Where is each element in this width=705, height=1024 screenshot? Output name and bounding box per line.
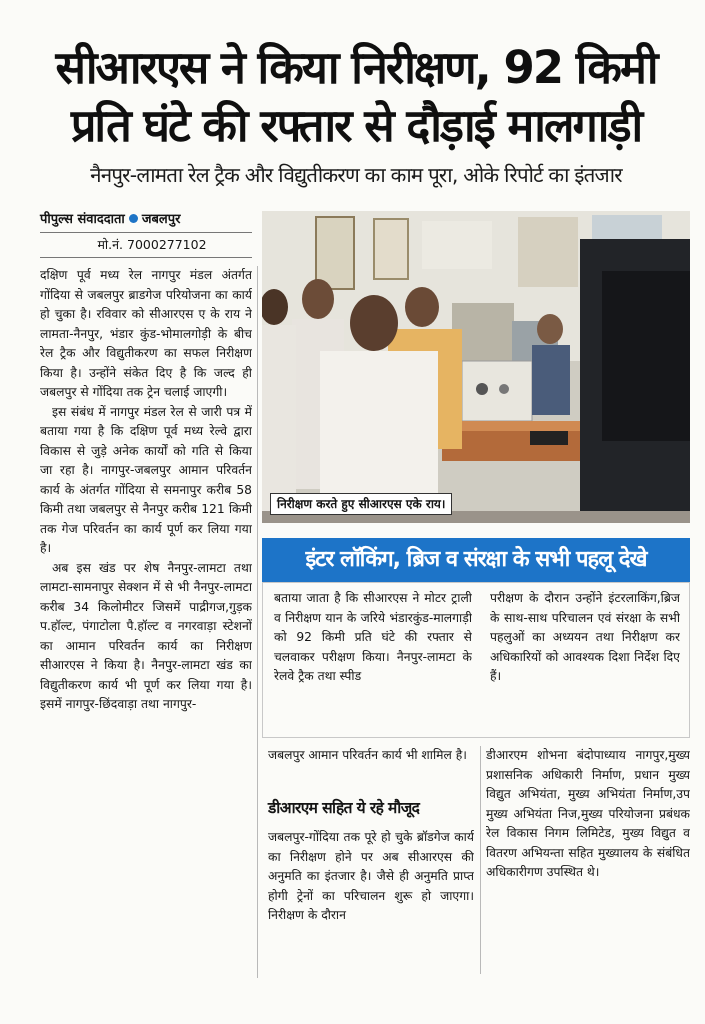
reporter-name: पीपुल्स संवाददाता [40,212,125,227]
byline-city: जबलपुर [141,212,181,227]
inspection-scene-image [262,211,690,523]
box-column-left: बताया जाता है कि सीआरएस ने मोटर ट्राली व निरीक्षण यान के जरिये भंडारकुंड-मालगाड़ी को 92 किमी प्रति घंटे की रफ्तार से चलवाकर परीक्षण किया। नैनपुर-लामटा के रेलवे ट्रैक तथा स्पीड [274,591,472,683]
subheadline: नैनपुर-लामता रेल ट्रैक और विद्युतीकरण का काम पूरा, ओके रिपोर्ट का इंतजार [90,163,622,187]
article-paragraph: दक्षिण पूर्व मध्य रेल नागपुर मंडल अंतर्गत गोंदिया से जबलपुर ब्राडगेज परियोजना का कार्य हो चुका है। रविवार को सीआरएस ए के राय ने लामता-नैनपुर, भंडार कुंड-भोमालगोड़ी के बीच रेल ट्रैक और विद्युतीकरण का सफल निरीक्षण किया है। उन्होंने संकेत दिए है कि जल्द ही जबलपुर से गोंदिया तक ट्रेन चलाई जाएगी। [40,268,252,399]
headline-line-2: प्रति घंटे की रफ्तार से दौड़ाई मालगाड़ी [70,99,642,152]
article-paragraph: इस संबंध में नागपुर मंडल रेल से जारी पत्र में बताया गया है कि दक्षिण पूर्व मध्य रेल्वे द्वारा विकास से जुड़े अनेक कार्यों को गति से किया जा रहा है। नागपुर-जबलपुर आमान परिवर्तन कार्य के अंतर्गत गोंदिया से समनापुर करीब 58 किमी तथा जबलपुर से नैनपुर करीब 121 किमी तक गेज परिवर्तन का कार्य पूर्ण कर लिया गया है। [40,404,252,555]
section-banner: इंटर लॉकिंग, ब्रिज व संरक्षा के सभी पहलू देखे [262,538,690,582]
byline-divider [40,232,252,233]
continued-text: जबलपुर आमान परिवर्तन कार्य भी शामिल है। [268,748,467,762]
headline-line-1: सीआरएस ने किया निरीक्षण, 92 किमी [55,41,657,94]
box-column-right: परीक्षण के दौरान उन्होंने इंटरलाकिंग,ब्रिज के साथ-साथ परिचालन एवं संरक्षा के सभी पहलुओं का अध्ययन तथा निरीक्षण कर अधिकारियों को आवश्यक दिशा निर्देश दिए हैं। [490,591,680,683]
section-subheading: डीआरएम सहित ये रहे मौजूद [268,799,420,817]
main-article-column [40,266,252,978]
photo-caption: निरीक्षण करते हुए सीआरएस एके राय। [270,493,452,515]
column-rule [257,266,258,978]
column-rule [480,746,481,974]
byline-divider-bottom [40,257,252,258]
bullet-dot-icon [129,214,138,223]
article-paragraph: अब इस खंड पर शेष नैनपुर-लामटा तथा लामटा-सामनापुर सेक्शन में से भी नैनपुर-लामटा करीब 34 किलोमीटर जिसमें पाद्रीगज,गुड़क प.हॉल्ट, पंगाटोला पै.हॉल्ट व नगरवाड़ा स्टेशनों का आमान परिवर्तन कार्य का निरीक्षण सीआरएस ने किया है। नैनपुर-लामटा खंड का विद्युतीकरण कार्य भी पूर्ण कर लिया गया है। इसमें नागपुर-छिंदवाड़ा तथा नागपुर- [40,560,252,711]
byline [40,211,252,229]
reporter-phone: मो.नं. 7000277102 [97,237,207,252]
lower-right-column: डीआरएम शोभना बंदोपाध्याय नागपुर,मुख्य प्रशासनिक अधिकारी निर्माण, प्रधान मुख्य विद्युत अभियंता, मुख्य अभियंता निर्माण,उप मुख्य अभियंता निज,मुख्य परियोजना प्रबंधक रेल विकास निगम लिमिटेड, मुख्य विद्युत व वितरण अभियन्ता सहित मुख्यालय के संबंधित अधिकारीगण उपस्थित थे। [486,748,690,879]
inspection-photo [262,211,690,523]
lower-middle-column: जबलपुर-गोंदिया तक पूरे हो चुके ब्रॉडगेज कार्य का निरीक्षण होने पर अब सीआरएस की अनुमति का इंतजार है। जैसे ही अनुमति प्राप्त होगी ट्रेनों का परिचालन शुरू हो जाएगा। निरीक्षण के दौरान [268,830,474,922]
